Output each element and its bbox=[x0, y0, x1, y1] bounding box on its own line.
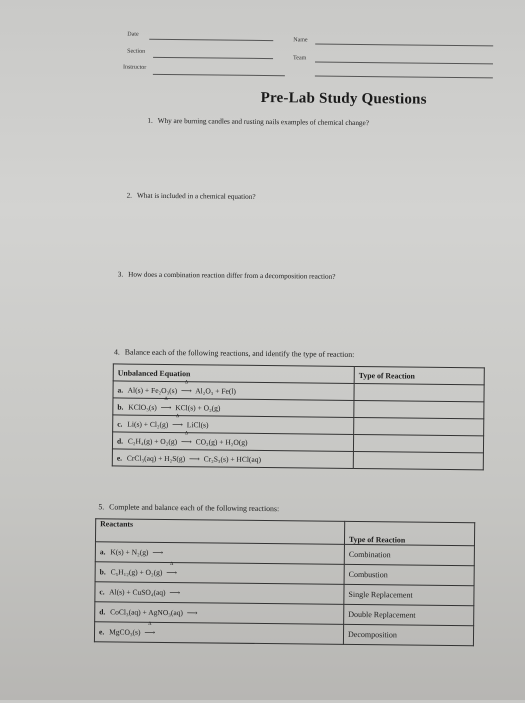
team-label: Team bbox=[293, 55, 306, 61]
type-cell[interactable] bbox=[353, 434, 483, 452]
reactants-text: KClO₃(s) bbox=[128, 402, 157, 411]
reactants-cell bbox=[95, 602, 344, 625]
row-letter: e. bbox=[117, 453, 122, 462]
row-letter: b. bbox=[100, 567, 106, 576]
section-label: Section bbox=[127, 49, 145, 55]
date-line bbox=[149, 39, 273, 41]
reactants-text: Al(s) + CuSO₄(aq) bbox=[109, 587, 166, 597]
reactants-text: MgCO₃(s) bbox=[109, 627, 140, 636]
arrow-icon: Δ ⟶ bbox=[166, 568, 177, 577]
section-line bbox=[153, 57, 273, 59]
question-1 bbox=[147, 117, 369, 127]
name-line bbox=[315, 44, 493, 47]
row-letter: c. bbox=[99, 587, 104, 596]
reactants-text: Al(s) + Fe₂O₃(s) bbox=[128, 385, 178, 395]
instructor-label: Instructor bbox=[123, 65, 146, 71]
row-letter: a. bbox=[100, 547, 106, 556]
type-cell[interactable]: Combustion bbox=[344, 564, 474, 585]
question-text: What is included in a chemical equation? bbox=[137, 192, 256, 201]
question-text: Complete and balance each of the following reactions: bbox=[109, 502, 279, 513]
reactants-text: CoCl₃(aq) + AgNO₃(aq) bbox=[110, 607, 183, 617]
products-text: LiCl(s) bbox=[187, 420, 209, 429]
question-text: Why are burning candles and rusting nails examples of chemical change? bbox=[158, 117, 369, 127]
reaction-table-1 bbox=[112, 363, 485, 470]
unbalanced-equation-header: Unbalanced Equation bbox=[113, 364, 354, 384]
products-text: CO₂(g) + H₂O(g) bbox=[196, 437, 248, 447]
arrow-icon: ⟶ bbox=[189, 454, 200, 463]
row-letter: a. bbox=[118, 385, 124, 394]
reactants-cell bbox=[95, 562, 344, 585]
heat-symbol: Δ bbox=[172, 414, 183, 419]
name-label: Name bbox=[293, 37, 307, 43]
type-of-reaction-header: Type of Reaction bbox=[344, 521, 474, 545]
question-number: 1. bbox=[147, 117, 152, 125]
reaction-table-2 bbox=[94, 518, 475, 646]
question-number: 2. bbox=[127, 192, 132, 200]
row-letter: e. bbox=[99, 627, 104, 636]
instructor-line-right bbox=[315, 76, 493, 79]
arrow-icon: Δ ⟶ bbox=[181, 437, 192, 446]
row-letter: d. bbox=[117, 436, 123, 445]
row-letter: d. bbox=[99, 607, 105, 616]
reactants-cell bbox=[95, 582, 344, 605]
heat-symbol: Δ bbox=[161, 396, 172, 401]
question-number: 5. bbox=[98, 502, 104, 511]
type-cell[interactable] bbox=[354, 417, 484, 435]
reactants-text: C₅H₁₂(g) + O₂(g) bbox=[111, 567, 163, 577]
question-2 bbox=[127, 192, 256, 201]
reactants-text: CrCl₃(aq) + H₂S(g) bbox=[127, 453, 185, 463]
arrow-icon: ⟶ bbox=[169, 588, 180, 597]
products-text: Al₂O₃ + Fe(l) bbox=[195, 386, 236, 395]
team-line bbox=[315, 62, 493, 65]
question-4 bbox=[114, 347, 354, 359]
question-text: How does a combination reaction differ from a decomposition reaction? bbox=[128, 271, 335, 281]
page-title: Pre-Lab Study Questions bbox=[261, 90, 451, 109]
arrow-icon: Δ ⟶ bbox=[181, 386, 192, 395]
type-cell[interactable] bbox=[353, 451, 483, 469]
type-cell[interactable]: Decomposition bbox=[343, 624, 473, 645]
heat-symbol: Δ bbox=[166, 562, 177, 567]
heat-symbol: Δ bbox=[181, 380, 192, 385]
heat-symbol: Δ bbox=[144, 622, 155, 627]
reactants-cell bbox=[94, 622, 343, 645]
question-3 bbox=[118, 270, 336, 280]
type-cell[interactable] bbox=[354, 400, 484, 418]
reactants-text: Li(s) + Cl₂(g) bbox=[127, 419, 168, 428]
arrow-icon: ⟶ bbox=[152, 548, 163, 557]
row-letter: b. bbox=[117, 402, 123, 411]
reactants-header: Reactants bbox=[95, 519, 344, 545]
reactants-text: C₂H₄(g) + O₂(g) bbox=[128, 436, 177, 446]
arrow-icon: Δ ⟶ bbox=[144, 628, 155, 637]
type-of-reaction-header: Type of Reaction bbox=[354, 366, 484, 384]
instructor-line bbox=[153, 74, 285, 76]
products-text: KCl(s) + O₂(g) bbox=[175, 403, 220, 412]
arrow-icon: Δ ⟶ bbox=[172, 420, 183, 429]
question-number: 4. bbox=[114, 347, 120, 356]
reactants-text: K(s) + N₂(g) bbox=[110, 547, 148, 556]
arrow-icon: ⟶ bbox=[187, 608, 198, 617]
type-cell[interactable]: Single Replacement bbox=[344, 584, 474, 605]
table-row bbox=[112, 449, 483, 470]
type-cell[interactable]: Double Replacement bbox=[344, 604, 474, 625]
products-text: Cr₂S₃(s) + HCl(aq) bbox=[204, 454, 261, 464]
type-cell[interactable] bbox=[354, 383, 484, 401]
question-number: 3. bbox=[118, 270, 123, 278]
question-5 bbox=[98, 502, 279, 513]
reactants-cell bbox=[95, 542, 344, 565]
arrow-icon: Δ ⟶ bbox=[161, 402, 172, 411]
table-row bbox=[94, 622, 473, 646]
row-letter: c. bbox=[117, 419, 122, 428]
heat-symbol: Δ bbox=[181, 431, 192, 436]
equation-cell bbox=[112, 449, 353, 469]
date-label: Date bbox=[127, 32, 138, 38]
type-cell[interactable]: Combination bbox=[344, 544, 474, 565]
question-text: Balance each of the following reactions, and identify the type of reaction: bbox=[125, 348, 355, 359]
